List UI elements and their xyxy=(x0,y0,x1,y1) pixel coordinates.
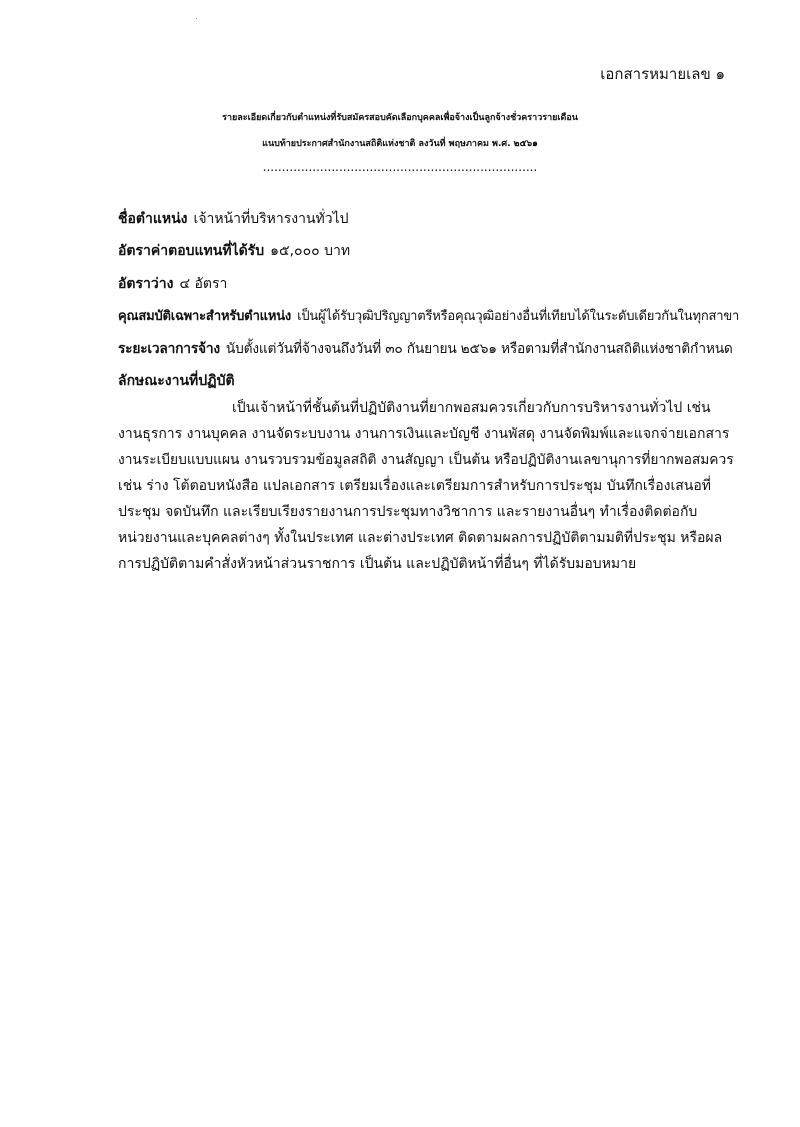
vacancy-field xyxy=(118,273,227,295)
period-value: นับตั้งแต่วันที่จ้างจนถึงวันที่ ๓๐ กันยายน ๒๕๖๑ หรือตามที่สำนักงานสถิติแห่งชาติกำหนด xyxy=(225,341,733,357)
qualification-field xyxy=(118,305,739,326)
salary-label: อัตราค่าตอบแทนที่ได้รับ xyxy=(118,243,265,259)
duties-line-1: เป็นเจ้าหน้าที่ชั้นต้นที่ปฏิบัติงานที่ยากพอสมควรเกี่ยวกับการบริหารงานทั่วไป เช่น xyxy=(232,400,711,416)
period-field xyxy=(118,338,733,360)
duties-line-5: ประชุม จดบันทึก และเรียบเรียงรายงานการประชุมทางวิชาการ และรายงานอื่นๆ ทำเรื่องติดต่อกับ xyxy=(118,504,698,520)
duties-line-3: งานระเบียบแบบแผน งานรวบรวมข้อมูลสถิติ งานสัญญา เป็นต้น หรือปฏิบัติงานเลขานุการที่ยากพอสมควร xyxy=(118,452,734,468)
period-label: ระยะเวลาการจ้าง xyxy=(118,341,220,357)
duties-line-6: หน่วยงานและบุคคลต่างๆ ทั้งในประเทศ และต่างประเทศ ติดตามผลการปฏิบัติตามมติที่ประชุม หรือผล xyxy=(118,530,723,546)
salary-value: ๑๕,๐๐๐ บาท xyxy=(270,243,351,259)
document-number: เอกสารหมายเลข ๑ xyxy=(600,65,725,83)
qualification-value: เป็นผู้ได้รับวุฒิปริญญาตรีหรือคุณวุฒิอย่างอื่นที่เทียบได้ในระดับเดียวกันในทุกสาขา xyxy=(297,309,740,324)
qualification-label: คุณสมบัติเฉพาะสำหรับตำแหน่ง xyxy=(118,309,292,324)
vacancy-label: อัตราว่าง xyxy=(118,276,174,292)
salary-field xyxy=(118,240,350,262)
document-title-line2: แนบท้ายประกาศสำนักงานสถิติแห่งชาติ ลงวันที่ พฤษภาคม พ.ศ. ๒๕๖๑ xyxy=(262,139,538,149)
vacancy-value: ๔ อัตรา xyxy=(179,276,228,292)
duties-line-4: เช่น ร่าง โต้ตอบหนังสือ แปลเอกสาร เตรียมเรื่องและเตรียมการสำหรับการประชุม บันทึกเรื่องเสนอที่ xyxy=(118,478,711,494)
duties-heading xyxy=(118,370,235,392)
scan-speck xyxy=(196,18,197,19)
duties-label: ลักษณะงานที่ปฏิบัติ xyxy=(118,373,235,389)
position-field xyxy=(118,208,349,230)
position-label: ชื่อตำแหน่ง xyxy=(118,211,188,227)
document-title-line1: รายละเอียดเกี่ยวกับตำแหน่งที่รับสมัครสอบคัดเลือกบุคคลเพื่อจ้างเป็นลูกจ้างชั่วคราวรายเดือน xyxy=(222,113,578,123)
duties-line-7: การปฏิบัติตามคำสั่งหัวหน้าส่วนราชการ เป็นต้น และปฏิบัติหน้าที่อื่นๆ ที่ได้รับมอบหมาย xyxy=(118,556,637,572)
duties-line-2: งานธุรการ งานบุคคล งานจัดระบบงาน งานการเงินและบัญชี งานพัสดุ งานจัดพิมพ์และแจกจ่ายเอกสาร xyxy=(118,426,730,442)
title-dotted-rule: ........................................................................ xyxy=(262,160,538,174)
position-value: เจ้าหน้าที่บริหารงานทั่วไป xyxy=(193,211,349,227)
